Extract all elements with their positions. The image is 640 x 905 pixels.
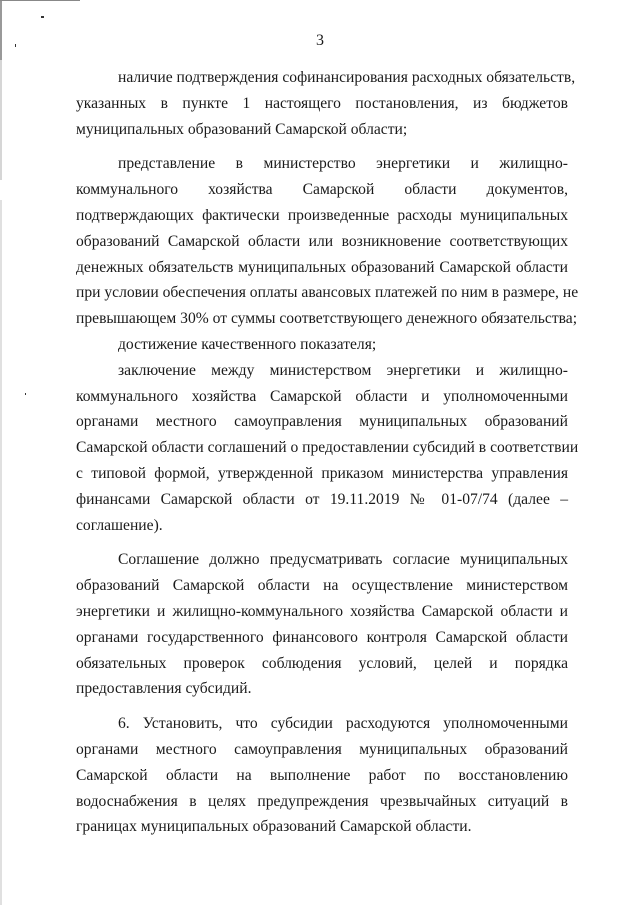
text-line: границах муниципальных образований Самарской области.: [76, 818, 472, 836]
scan-speck: [25, 393, 26, 395]
paragraph-quality-indicator: [76, 332, 568, 358]
paragraph-agreement-conclusion: [76, 358, 579, 539]
text-line: денежных обязательств муниципальных образований Самарской области: [76, 258, 568, 276]
text-line: превышающем 30% от суммы соответствующего денежного обязательства;: [76, 310, 578, 328]
text-line: 6. Установить, что субсидии расходуются уполномоченными: [118, 715, 568, 733]
text-line: коммунального хозяйства Самарской области и уполномоченными: [76, 387, 568, 405]
paragraph-clause-6: [76, 711, 568, 840]
text-line: представление в министерство энергетики и жилищно-: [118, 155, 568, 173]
text-line: органами местного самоуправления муниципальных образований: [76, 740, 568, 758]
text-line: предоставления субсидий.: [76, 680, 252, 698]
text-line: достижение качественного показателя;: [118, 335, 377, 353]
text-line: Соглашение должно предусматривать согласие муниципальных: [118, 551, 568, 569]
text-line: образований Самарской области или возникновение соответствующих: [76, 232, 568, 250]
paragraph-cofinancing: [76, 65, 576, 142]
text-line: органами местного самоуправления муниципальных образований: [76, 413, 568, 431]
text-line: обязательных проверок соблюдения условий, целей и порядка: [76, 654, 568, 672]
text-line: с типовой формой, утвержденной приказом министерства управления: [76, 464, 568, 482]
text-line: органами государственного финансового контроля Самарской области: [76, 628, 568, 646]
scan-top-artifact: [0, 0, 80, 1]
text-line: наличие подтверждения софинансирования расходных обязательств,: [118, 69, 576, 86]
paragraph-agreement-consent: [76, 547, 568, 702]
text-line: соглашение).: [76, 516, 163, 534]
text-line: муниципальных образований Самарской области;: [76, 120, 408, 138]
text-line: заключение между министерством энергетики и жилищно-: [118, 361, 568, 379]
scan-speck: [41, 16, 44, 18]
text-line: энергетики и жилищно-коммунального хозяйства Самарской области и: [76, 602, 568, 620]
text-line: образований Самарской области на осуществление министерством: [76, 577, 568, 595]
scan-edge-artifact: [0, 0, 2, 905]
text-line: коммунального хозяйства Самарской области документов,: [76, 181, 568, 199]
text-line: при условии обеспечения оплаты авансовых платежей по ним в размере, не: [76, 284, 579, 302]
text-line: финансами Самарской области от 19.11.2019 № 01-07/74 (далее –: [76, 490, 568, 508]
text-line: указанных в пункте 1 настоящего постановления, из бюджетов: [76, 94, 568, 112]
text-line: Самарской области соглашений о предоставлении субсидий в соответствии: [76, 439, 579, 457]
page-number: 3: [316, 32, 324, 49]
document-body: [76, 65, 579, 840]
text-line: водоснабжения в целях предупреждения чрезвычайных ситуаций в: [76, 792, 568, 810]
text-line: подтверждающих фактически произведенные расходы муниципальных: [76, 206, 568, 224]
text-line: Самарской области на выполнение работ по восстановлению: [76, 766, 568, 784]
paragraph-documents: [76, 151, 579, 332]
